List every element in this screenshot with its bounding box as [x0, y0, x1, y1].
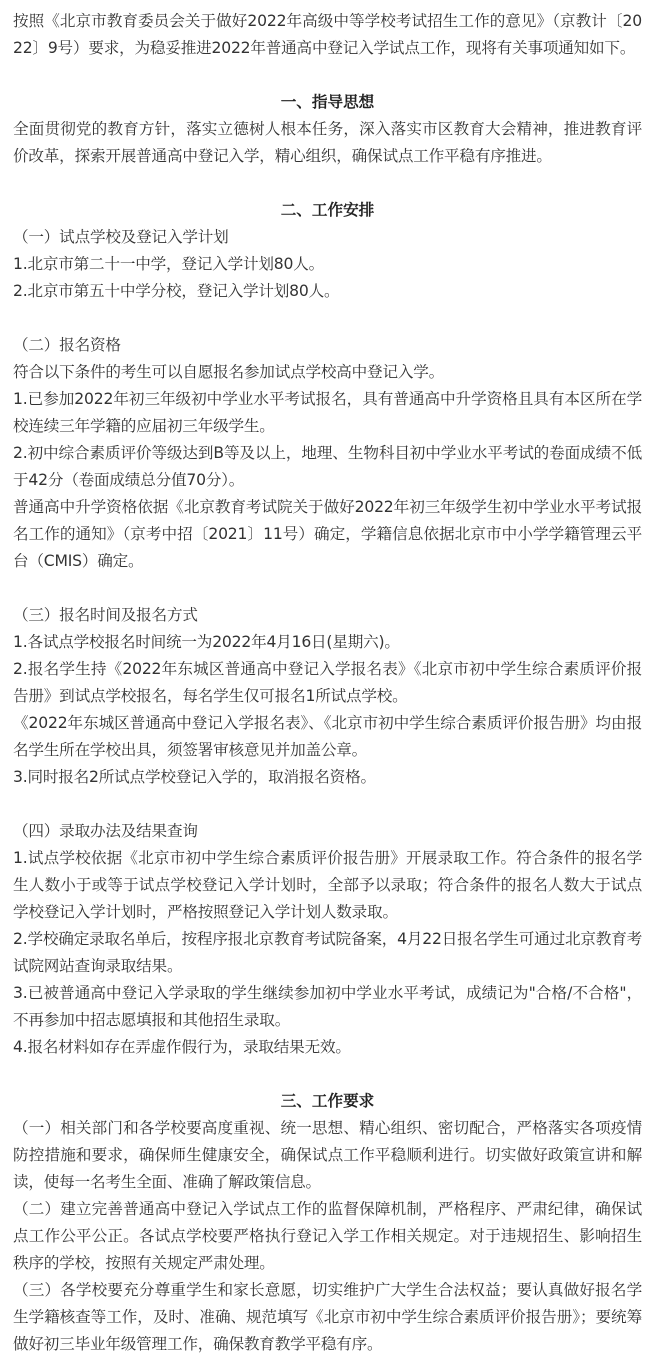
spacer — [13, 170, 642, 197]
list-item: 3.同时报名2所试点学校登记入学的，取消报名资格。 — [13, 768, 376, 786]
section-1-paragraph: 全面贯彻党的教育方针，落实立德树人根本任务，深入落实市区教育大会精神，推进教育评价改革，探索开展普通高中登记入学，精心组织，确保试点工作平稳有序推进。 — [13, 120, 642, 165]
list-item: 符合以下条件的考生可以自愿报名参加试点学校高中登记入学。 — [13, 363, 445, 381]
list-item: 1.各试点学校报名时间统一为2022年4月16日(星期六)。 — [13, 633, 400, 651]
list-item: 2.报名学生持《2022年东城区普通高中登记入学报名表》《北京市初中学生综合素质评价报告册》到试点学校报名，每名学生仅可报名1所试点学校。 — [13, 660, 642, 705]
intro-paragraph: 按照《北京市教育委员会关于做好2022年高级中等学校考试招生工作的意见》（京教计〔2022〕9号）要求，为稳妥推进2022年普通高中登记入学试点工作，现将有关事项通知如下。 — [13, 12, 642, 57]
spacer — [13, 305, 642, 332]
section-3-paragraph: （二）建立完善普通高中登记入学试点工作的监督保障机制，严格程序、严肃纪律，确保试点工作公平公正。各试点学校要严格执行登记入学工作相关规定。对于违规招生、影响招生秩序的学校，按照有关规定严肃处理。 — [13, 1200, 642, 1272]
spacer — [13, 575, 642, 602]
list-item: 2.北京市第五十中学分校，登记入学计划80人。 — [13, 282, 340, 300]
list-item: 1.试点学校依据《北京市初中学生综合素质评价报告册》开展录取工作。符合条件的报名学生人数小于或等于试点学校登记入学计划时，全部予以录取；符合条件的报名人数大于试点学校登记入学计划时，严格按照登记入学计划人数录取。 — [13, 849, 642, 921]
spacer — [13, 62, 642, 89]
part-4-title: （四）录取办法及结果查询 — [13, 822, 198, 840]
section-3-paragraph: （一）相关部门和各学校要高度重视、统一思想、精心组织、密切配合，严格落实各项疫情防控措施和要求，确保师生健康安全，确保试点工作平稳顺利进行。切实做好政策宣讲和解读，使每一名考生全面、准确了解政策信息。 — [13, 1119, 642, 1191]
list-item: 1.已参加2022年初三年级初中学业水平考试报名，具有普通高中升学资格且具有本区所在学校连续三年学籍的应届初三年级学生。 — [13, 390, 642, 435]
list-item: 《2022年东城区普通高中登记入学报名表》、《北京市初中学生综合素质评价报告册》均由报名学生所在学校出具，须签署审核意见并加盖公章。 — [13, 714, 642, 759]
spacer — [13, 791, 642, 818]
spacer — [13, 1061, 642, 1088]
list-item: 2.学校确定录取名单后，按程序报北京教育考试院备案，4月22日报名学生可通过北京教育考试院网站查询录取结果。 — [13, 930, 642, 975]
section-3-paragraph: （三）各学校要充分尊重学生和家长意愿，切实维护广大学生合法权益；要认真做好报名学生学籍核查等工作，及时、准确、规范填写《北京市初中学生综合素质评价报告册》；要统筹做好初三毕业年级管理工作，确保教育教学平稳有序。 — [13, 1281, 642, 1353]
list-item: 3.已被普通高中登记入学录取的学生继续参加初中学业水平考试，成绩记为"合格/不合格"，不再参加中招志愿填报和其他招生录取。 — [13, 984, 642, 1029]
section-1-heading: 一、指导思想 — [280, 93, 375, 111]
section-3-heading: 三、工作要求 — [280, 1092, 375, 1110]
part-3-title: （三）报名时间及报名方式 — [13, 606, 198, 624]
list-item: 2.初中综合素质评价等级达到B等及以上，地理、生物科目初中学业水平考试的卷面成绩不低于42分（卷面成绩总分值70分）。 — [13, 444, 642, 489]
part-2-title: （二）报名资格 — [13, 336, 121, 354]
list-item: 1.北京市第二十一中学，登记入学计划80人。 — [13, 255, 325, 273]
list-item: 普通高中升学资格依据《北京教育考试院关于做好2022年初三年级学生初中学业水平考试报名工作的通知》（京考中招〔2021〕11号）确定，学籍信息依据北京市中小学学籍管理云平台（CMIS）确定。 — [13, 498, 642, 570]
section-2-heading: 二、工作安排 — [280, 201, 375, 219]
part-1-title: （一）试点学校及登记入学计划 — [13, 228, 229, 246]
list-item: 4.报名材料如存在弄虚作假行为，录取结果无效。 — [13, 1038, 351, 1056]
